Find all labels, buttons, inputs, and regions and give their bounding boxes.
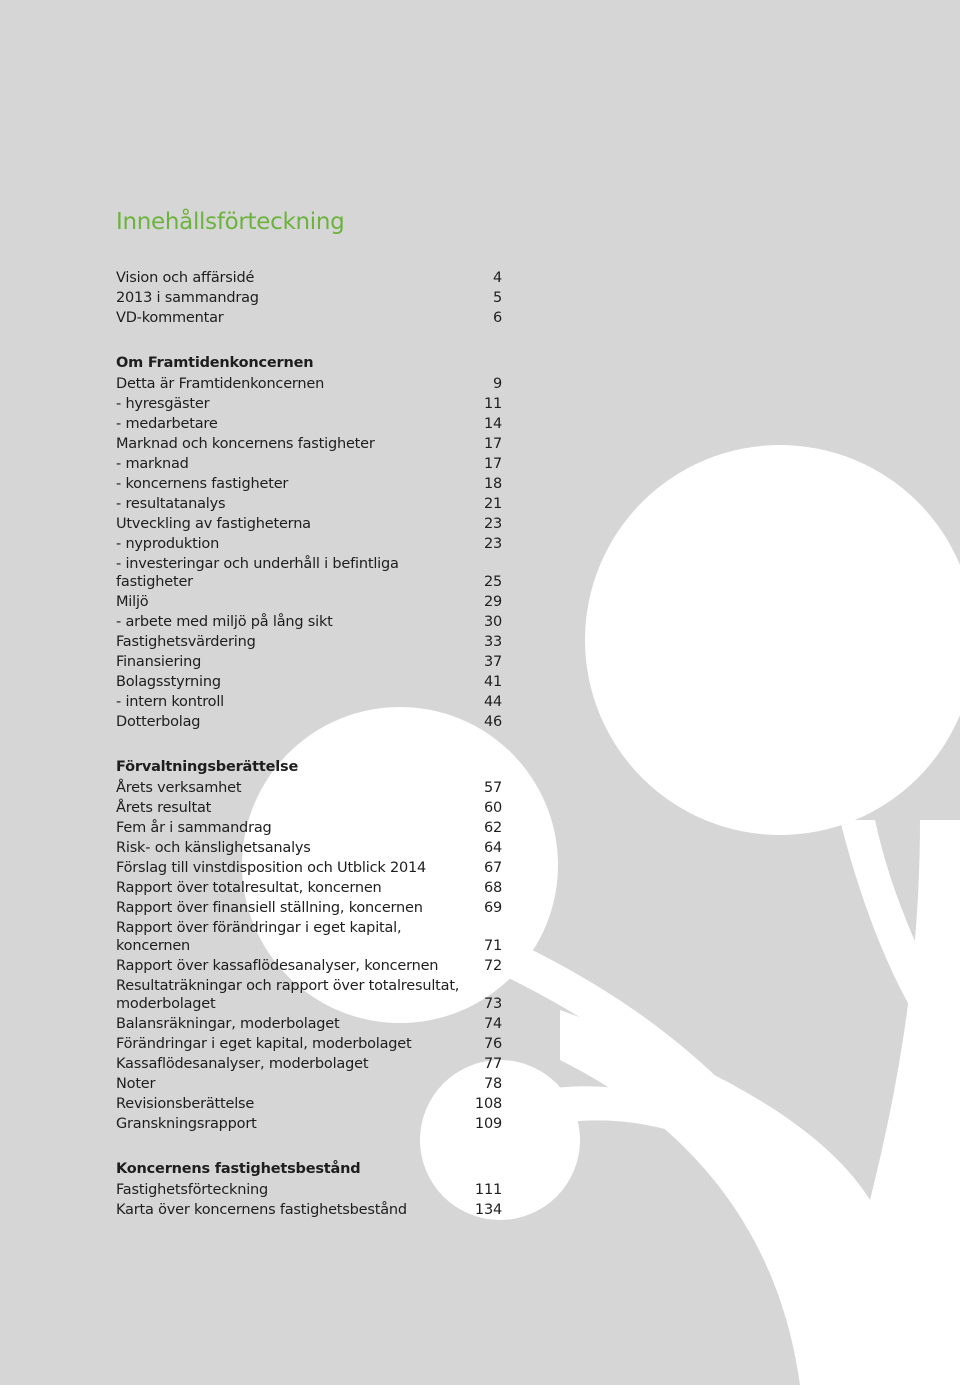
toc-entry-label: Rapport över finansiell ställning, koncernen (116, 900, 423, 916)
toc-entry-label: - hyresgäster (116, 396, 210, 412)
toc-entry-page: 76 (483, 1036, 502, 1052)
toc-entry-label: Rapport över totalresultat, koncernen (116, 880, 382, 896)
toc-entry-page: 134 (474, 1202, 502, 1218)
toc-section (116, 1158, 502, 1221)
toc-entry-page: 78 (483, 1076, 502, 1092)
toc-entry-label: Utveckling av fastigheterna (116, 516, 311, 532)
toc-entry-label: Karta över koncernens fastighetsbestånd (116, 1202, 407, 1218)
toc-entry-label: - koncernens fastigheter (116, 476, 289, 492)
toc-entry[interactable] (116, 653, 502, 673)
toc-entry-label: - intern kontroll (116, 694, 224, 710)
toc-entry-label: - resultatanalys (116, 496, 226, 512)
toc-entry[interactable] (116, 515, 502, 535)
toc-entry[interactable] (116, 613, 502, 633)
toc-entry-label: Fastighetsförteckning (116, 1182, 269, 1198)
section-heading: Förvaltningsberättelse (116, 759, 299, 775)
toc-entry[interactable] (116, 799, 502, 819)
toc-entry-label: Bolagsstyrning (116, 674, 221, 690)
toc-entry-page: 30 (483, 614, 502, 630)
toc-entry-label: VD-kommentar (116, 310, 224, 326)
toc-entry[interactable] (116, 859, 502, 879)
toc-entry-label: Risk- och känslighetsanalys (116, 840, 311, 856)
toc-entry-label: Balansräkningar, moderbolaget (116, 1016, 340, 1032)
toc-entry-page: 23 (483, 536, 502, 552)
toc-entry-page: 4 (492, 270, 502, 286)
section-heading: Om Framtidenkoncernen (116, 355, 314, 371)
toc-entry-label: Förslag till vinstdisposition och Utblick 2014 (116, 860, 427, 876)
toc-entry-page: 74 (483, 1016, 502, 1032)
toc-entry[interactable] (116, 779, 502, 799)
toc-entry-label: - investeringar och underhåll i befintliga fastigheter (116, 556, 399, 590)
toc-entry[interactable] (116, 957, 502, 977)
toc-entry[interactable] (116, 713, 502, 733)
toc-entry-page: 18 (483, 476, 502, 492)
toc-entry[interactable] (116, 819, 502, 839)
toc-entry-page: 21 (483, 496, 502, 512)
toc-entry-page: 62 (483, 820, 502, 836)
toc-entry-label: Vision och affärsidé (116, 270, 255, 286)
toc-entry-page: 37 (483, 654, 502, 670)
toc-entry[interactable] (116, 435, 502, 455)
toc-entry-label: Rapport över kassaflödesanalyser, koncernen (116, 958, 439, 974)
toc-sections (116, 269, 502, 1221)
section-heading: Koncernens fastighetsbestånd (116, 1161, 361, 1177)
toc-entry[interactable] (116, 395, 502, 415)
toc-entry-page: 69 (483, 900, 502, 916)
toc-entry[interactable] (116, 1015, 502, 1035)
toc-entry[interactable] (116, 535, 502, 555)
toc-entry-page: 111 (474, 1182, 502, 1198)
toc-entry-page: 57 (483, 780, 502, 796)
toc-entry-page: 108 (474, 1096, 502, 1112)
toc-entry[interactable] (116, 1181, 502, 1201)
toc-entry-label: Kassaflödesanalyser, moderbolaget (116, 1056, 369, 1072)
toc-entry[interactable] (116, 289, 502, 309)
tree-big-circle (585, 445, 960, 835)
toc-entry[interactable] (116, 415, 502, 435)
toc-entry-label: Marknad och koncernens fastigheter (116, 436, 375, 452)
toc-entry-label: Revisionsberättelse (116, 1096, 255, 1112)
toc-entry-page: 41 (483, 674, 502, 690)
toc-entry-page: 60 (483, 800, 502, 816)
toc-entry[interactable] (116, 693, 502, 713)
toc-entry-page: 14 (483, 416, 502, 432)
page-title: Innehållsförteckning (116, 209, 345, 235)
toc-entry-page: 109 (474, 1116, 502, 1132)
toc-entry-label: Rapport över förändringar i eget kapital, koncernen (116, 920, 402, 954)
toc-entry-page: 64 (483, 840, 502, 856)
toc-entry[interactable] (116, 1201, 502, 1221)
toc-entry-page: 73 (483, 996, 502, 1012)
toc-entry-label: - medarbetare (116, 416, 218, 432)
toc-entry-label: Förändringar i eget kapital, moderbolaget (116, 1036, 412, 1052)
toc-entry-page: 46 (483, 714, 502, 730)
toc-entry-page: 11 (483, 396, 502, 412)
toc-entry-page: 68 (483, 880, 502, 896)
toc-entry-label: Finansiering (116, 654, 202, 670)
toc-entry-page: 17 (483, 456, 502, 472)
toc-entry-page: 44 (483, 694, 502, 710)
toc-entry[interactable] (116, 1095, 502, 1115)
toc-entry-label: Dotterbolag (116, 714, 201, 730)
toc-entry[interactable] (116, 977, 502, 1015)
toc-entry-page: 67 (483, 860, 502, 876)
toc-entry-page: 23 (483, 516, 502, 532)
toc-entry-page: 25 (483, 574, 502, 590)
toc-entry[interactable] (116, 495, 502, 515)
toc-entry-label: Årets verksamhet (116, 780, 242, 796)
toc-section (116, 352, 502, 733)
toc-entry-label: - marknad (116, 456, 189, 472)
toc-entry[interactable] (116, 1115, 502, 1135)
toc-entry[interactable] (116, 1075, 502, 1095)
table-of-contents (116, 209, 502, 1244)
toc-entry-label: Fastighetsvärdering (116, 634, 256, 650)
toc-entry-label: Resultaträkningar och rapport över totalresultat, moderbolaget (116, 978, 460, 1012)
toc-entry[interactable] (116, 455, 502, 475)
toc-entry-page: 17 (483, 436, 502, 452)
toc-section (116, 269, 502, 329)
toc-entry-page: 77 (483, 1056, 502, 1072)
toc-entry-page: 5 (492, 290, 502, 306)
toc-entry[interactable] (116, 919, 502, 957)
toc-entry[interactable] (116, 269, 502, 289)
toc-entry[interactable] (116, 1035, 502, 1055)
toc-entry-page: 9 (492, 376, 502, 392)
toc-entry-page: 6 (492, 310, 502, 326)
toc-entry[interactable] (116, 633, 502, 653)
toc-entry[interactable] (116, 1055, 502, 1075)
toc-entry[interactable] (116, 899, 502, 919)
toc-entry-label: Detta är Framtidenkoncernen (116, 376, 325, 392)
toc-entry-label: 2013 i sammandrag (116, 290, 259, 306)
toc-entry[interactable] (116, 673, 502, 693)
toc-entry-page: 72 (483, 958, 502, 974)
toc-entry-page: 33 (483, 634, 502, 650)
toc-section (116, 756, 502, 1135)
toc-entry[interactable] (116, 879, 502, 899)
toc-entry-label: Miljö (116, 594, 149, 610)
toc-entry-label: - nyproduktion (116, 536, 220, 552)
toc-entry-label: Årets resultat (116, 800, 212, 816)
toc-entry[interactable] (116, 593, 502, 613)
toc-entry[interactable] (116, 555, 502, 593)
toc-entry[interactable] (116, 839, 502, 859)
toc-entry-label: - arbete med miljö på lång sikt (116, 614, 333, 630)
toc-entry-label: Granskningsrapport (116, 1116, 257, 1132)
toc-entry[interactable] (116, 309, 502, 329)
toc-entry[interactable] (116, 375, 502, 395)
toc-entry-label: Fem år i sammandrag (116, 820, 272, 836)
toc-entry-page: 29 (483, 594, 502, 610)
toc-entry[interactable] (116, 475, 502, 495)
toc-entry-page: 71 (483, 938, 502, 954)
toc-entry-label: Noter (116, 1076, 156, 1092)
